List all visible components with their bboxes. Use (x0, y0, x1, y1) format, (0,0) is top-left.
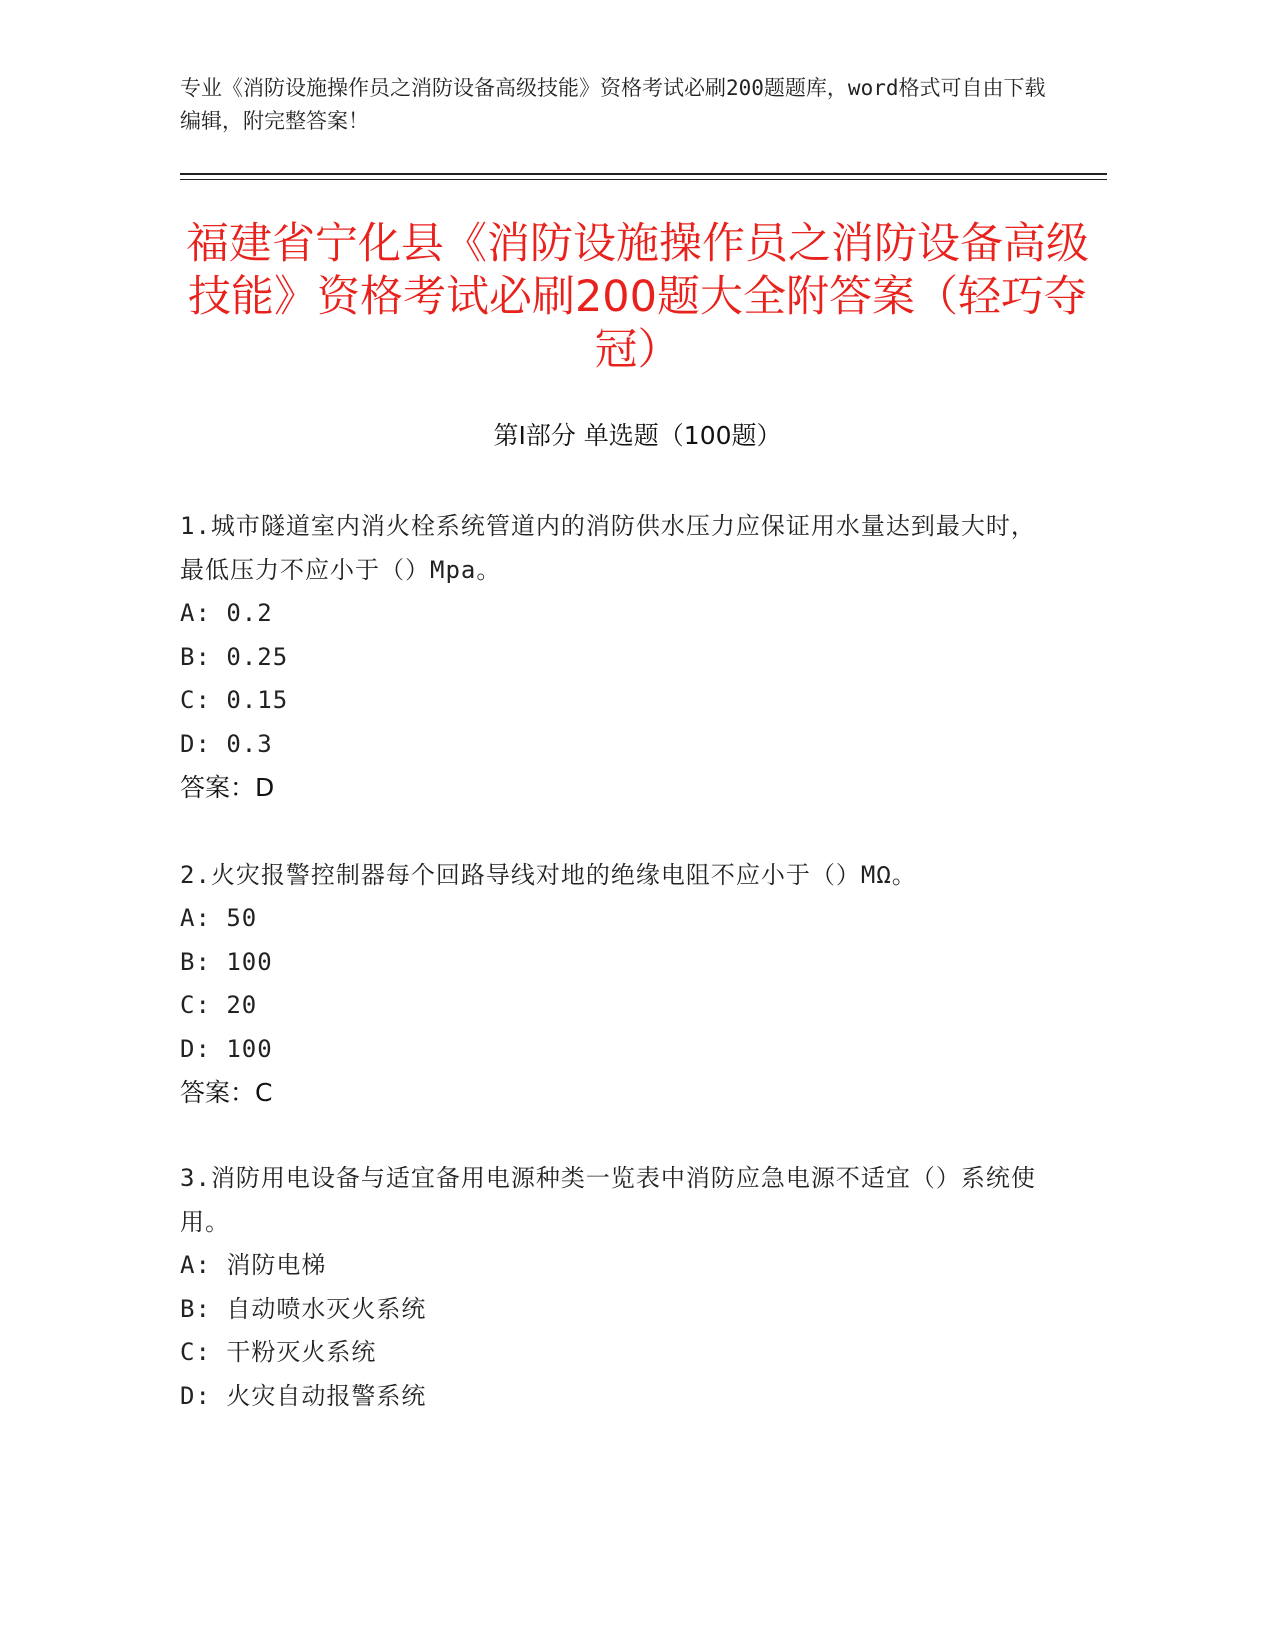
option-c: C: 0.15 (180, 686, 289, 714)
question-stem: 3.消防用电设备与适宜备用电源种类一览表中消防应急电源不适宜（）系统使用。 (180, 1164, 1036, 1236)
section-title: 第Ⅰ部分 单选题（100题） (493, 421, 782, 450)
question-stem: 1.城市隧道室内消火栓系统管道内的消防供水压力应保证用水量达到最大时，最低压力不应小于（）Mpa。 (180, 512, 1036, 584)
question-2 (180, 853, 1040, 1115)
answer: 答案：C (180, 1078, 273, 1107)
option-d: D: 火灾自动报警系统 (180, 1381, 427, 1410)
option-b: B: 0.25 (180, 642, 289, 671)
header-note: 专业《消防设施操作员之消防设备高级技能》资格考试必刷200题题库，word格式可自由下载编辑，附完整答案！ (180, 76, 1046, 133)
answer: 答案：D (180, 773, 275, 802)
header-rule-thin (180, 179, 1107, 180)
document-title: 福建省宁化县《消防设施操作员之消防设备高级技能》资格考试必刷200题大全附答案（轻巧夺冠） (186, 219, 1089, 375)
option-c: C: 干粉灭火系统 (180, 1338, 377, 1366)
option-a: A: 50 (180, 904, 258, 932)
option-b: B: 自动喷水灭火系统 (180, 1294, 427, 1323)
option-a: A: 0.2 (180, 599, 273, 627)
header-rule-thick (180, 173, 1107, 175)
question-3 (180, 1156, 1040, 1418)
option-d: D: 0.3 (180, 729, 273, 758)
question-1 (180, 504, 1040, 810)
option-c: C: 20 (180, 991, 258, 1019)
option-d: D: 100 (180, 1034, 273, 1063)
question-stem: 2.火灾报警控制器每个回路导线对地的绝缘电阻不应小于（）MΩ。 (180, 861, 917, 889)
option-b: B: 100 (180, 947, 273, 976)
option-a: A: 消防电梯 (180, 1251, 327, 1279)
